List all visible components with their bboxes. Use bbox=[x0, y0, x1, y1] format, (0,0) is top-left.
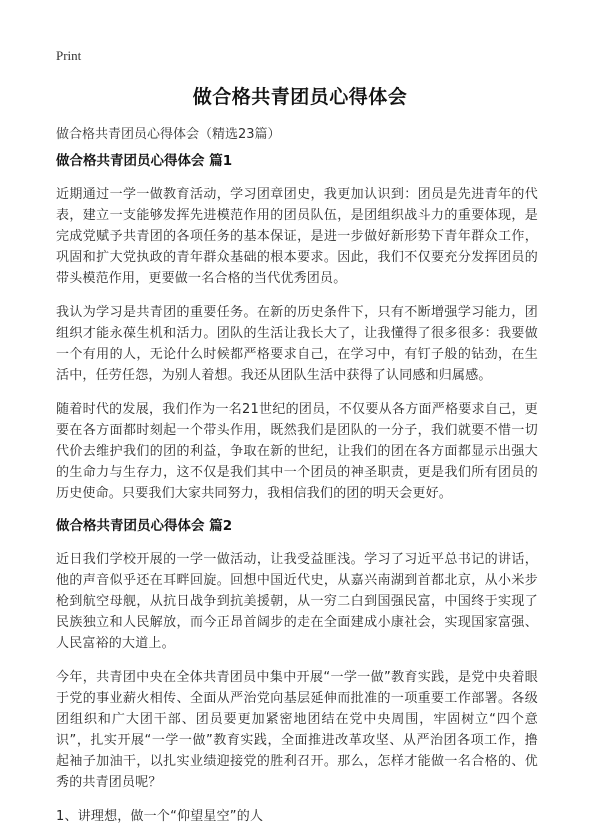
paragraph: 我认为学习是共青团的重要任务。在新的历史条件下，只有不断增强学习能力，团组织才能永葆生机和活力。团队的生活让我长大了，让我懂得了很多很多：我要做一个有用的人，无论什么时候都严格要求自己，在学习中，有钉子般的钻劲，在生活中，任劳任怨，为别人着想。我还从团队生活中获得了认同感和归属感。 bbox=[56, 305, 538, 383]
print-link[interactable]: Print bbox=[56, 48, 82, 63]
paragraph: 1、讲理想，做一个“仰望星空”的人 bbox=[56, 809, 264, 824]
paragraph: 近日我们学校开展的一学一做活动，让我受益匪浅。学习了习近平总书记的讲话，他的声音似乎还在耳畔回旋。回想中国近代史，从嘉兴南湖到首都北京，从小米步枪到航空母舰，从抗日战争到抗美援朝，从一穷二白到国强民富，中国终于实现了民族独立和人民解放，而今正昂首阔步的走在全面建成小康社会，实现国家富强、人民富裕的大道上。 bbox=[56, 552, 538, 651]
paragraph: 近期通过一学一做教育活动，学习团章团史，我更加认识到：团员是先进青年的代表，建立一支能够发挥先进模范作用的团员队伍，是团组织战斗力的重要体现，是完成党赋予共青团的各项任务的基本保证，是进一步做好新形势下青年群众工作，巩固和扩大党执政的青年群众基础的根本要求。因此，我们不仅要充分发挥团员的带头模范作用，更要做一名合格的当代优秀团员。 bbox=[56, 187, 538, 286]
document-body bbox=[56, 152, 538, 840]
paragraph: 随着时代的发展，我们作为一名21世纪的团员，不仅要从各方面严格要求自己，更要在各方面都时刻起一个带头作用，既然我们是团队的一分子，我们就要不惜一切代价去维护我们的团的利益，争取在新的世纪，让我们的团在各方面都显示出强大的生命力与生存力，这不仅是我们其中一个团员的神圣职责，更是我们所有团员的历史使命。只要我们大家共同努力，我相信我们的团的明天会更好。 bbox=[56, 402, 538, 501]
paragraph: 今年，共青团中央在全体共青团员中集中开展“一学一做”教育实践，是党中央着眼于党的事业薪火相传、全面从严治党向基层延伸而批准的一项重要工作部署。各级团组织和广大团干部、团员要更加紧密地团结在党中央周围，牢固树立“四个意识”，扎实开展“一学一做”教育实践，全面推进改革攻坚、从严治团各项工作，撸起袖子加油干，以扎实业绩迎接党的胜利召开。那么，怎样才能做一名合格的、优秀的共青团员呢？ bbox=[56, 670, 538, 790]
section-heading-2: 做合格共青团员心得体会 篇2 bbox=[56, 518, 233, 534]
document-subtitle: 做合格共青团员心得体会（精选23篇） bbox=[56, 127, 281, 142]
section-heading-1: 做合格共青团员心得体会 篇1 bbox=[56, 153, 233, 169]
page-title: 做合格共青团员心得体会 bbox=[192, 86, 408, 108]
